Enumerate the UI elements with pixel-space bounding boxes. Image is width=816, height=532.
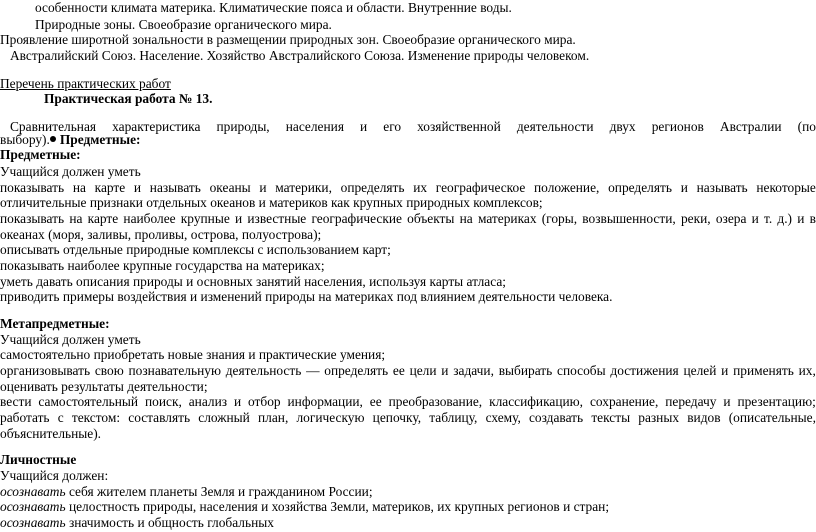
italic-text: осознавать [0,499,66,515]
word: д.) [777,211,793,226]
line-text: самостоятельно приобретать новые знания и практические умения; [0,347,386,363]
word: достижения [610,363,679,378]
line-text: показывать наиболее крупные государства на материках; [0,258,325,273]
italic-text: осознавать [0,483,66,499]
text-line [0,227,816,243]
text-line [0,515,816,531]
word: карте [87,211,119,226]
text-line [0,17,816,33]
word: в [809,211,816,226]
word: реки, [680,211,711,226]
word: составлять [128,410,191,425]
word: классификацию, [489,394,584,410]
word: географические [311,211,402,226]
word: некоторые [756,179,816,195]
word: деятельности [516,118,594,134]
word: и [441,363,449,378]
word: способы [557,363,606,378]
word: крупные [180,211,230,226]
word: и [751,211,759,226]
word: показывать [0,179,65,195]
word: возвышенности, [582,211,676,226]
text-line [0,242,816,258]
word: известные [247,211,307,226]
line-text: себя жителем планеты Земля и гражданином России; [68,483,373,499]
word: и [235,211,243,226]
word: анализ [188,394,228,410]
word: и [360,118,368,134]
line-text: выбору). [0,131,50,147]
word: и [133,179,142,195]
word: географическое [435,179,526,195]
heading-text: Личностные [0,452,77,468]
word: их [413,179,428,195]
text-line [0,332,816,348]
word: применять [733,363,794,378]
word: показывать [0,211,65,226]
word: передачу [665,394,717,410]
word: озера [715,211,747,226]
word: называть [696,179,748,195]
word: таблицу, [429,410,478,425]
text-line [0,274,816,290]
word: выбирать [498,363,553,378]
word: наиболее [123,211,176,226]
word: океаны [209,179,251,195]
text-line [0,48,816,64]
justified-line [0,394,816,410]
section-heading [0,147,816,163]
word: работать [0,410,50,425]
word: деятельность [225,363,302,378]
line-text: особенности климата материка. Климатические пояса и области. Внутренние воды. [35,0,512,15]
heading-text: Перечень практических работ [0,75,171,91]
line-text: отличительные признаки отдельных океанов и материков как крупных природных комплексов; [0,195,543,211]
word: и [797,211,805,226]
justified-line [0,180,816,196]
text-line [0,0,816,16]
word: сложный [198,410,250,425]
word: и [680,179,688,195]
line-text: Учащийся должен уметь [0,164,141,179]
bullet-icon [50,136,56,142]
word: (по [797,118,816,134]
text-line [0,468,816,484]
line-text: океанах (моря, заливы, проливы, острова, полуострова); [0,226,322,242]
word: двух [609,118,636,134]
bold-text: Предметные: [59,131,141,147]
word: и [723,394,731,410]
word: и [233,394,242,410]
line-text: объяснительные). [0,425,102,441]
word: с [57,410,64,425]
justified-line [0,410,816,426]
word: презентацию; [737,394,816,410]
word: населения [285,118,344,134]
word: называть [149,179,201,195]
italic-text: осознавать [0,515,66,530]
justified-line [0,211,816,227]
word: видов [687,410,721,425]
section-heading [0,316,816,332]
word: логическую [296,410,365,425]
word: сохранение, [589,394,659,410]
word: их, [798,363,816,378]
word: и [721,363,729,378]
word: — [306,363,320,378]
word: целей [683,363,717,378]
word: и [259,179,267,195]
word: цели [409,363,437,378]
word: информации, [287,394,363,410]
word: создавать [528,410,584,425]
title-text: Практическая работа № 13. [44,91,213,107]
line-text: значимость и общность глобальных [68,515,274,530]
line-text: Природные зоны. Своеобразие органического мира. [35,16,332,32]
word: материках [477,211,537,226]
word: (описательные, [728,410,816,425]
line-text: Учащийся должен: [0,468,109,483]
text-line [0,32,816,48]
word: Австралии [719,118,782,134]
text-line [0,289,816,305]
word: преобразование, [388,394,483,410]
word: отбор [248,394,281,410]
practical-works-heading [0,76,816,92]
word: определять [608,179,672,195]
word: познавательную [128,363,221,378]
word: природы, [216,118,270,134]
word: на [72,179,86,195]
text-line [0,258,816,274]
word: вести [0,394,32,410]
word: свою [94,363,124,378]
word: его [383,118,402,134]
line-text: целостность природы, населения и хозяйства Земли, материков, их крупных регионов и стран; [68,499,610,515]
heading-text: Предметные: [0,147,81,163]
practical-work-title [0,91,816,107]
word: тексты [591,410,631,425]
text-line [0,484,816,500]
line-text: Учащийся должен уметь [0,331,141,347]
word: самостоятельный [38,394,139,410]
word: определять [340,179,405,195]
word: определять [324,363,389,378]
text-line [0,347,816,363]
line-text: Австралийский Союз. Население. Хозяйство Австралийского Союза. Изменение природы человеком. [10,47,590,63]
word: хозяйственной [417,118,501,134]
word: разных [638,410,680,425]
word: материки, [275,179,332,195]
word: схему, [485,410,521,425]
word: Сравнительная [10,118,97,134]
word: характеристика [112,118,201,134]
word: организовывать [0,363,91,378]
text-line [0,426,816,442]
text-line [0,132,816,148]
word: положение, [534,179,600,195]
text-line [0,379,816,395]
word: (горы, [541,211,578,226]
text-line [0,164,816,180]
line-text: уметь давать описания природы и основных занятий населения, используя карты атласа; [0,273,507,289]
text-line [0,195,816,211]
word: объекты [407,211,455,226]
heading-text: Метапредметные: [0,316,110,331]
word: регионов [651,118,704,134]
word: текстом: [71,410,121,425]
section-heading [0,452,816,468]
word: задачи, [453,363,494,378]
text-line [0,499,816,515]
word: план, [258,410,289,425]
line-text: Проявление широтной зональности в размещении природных зон. Своеобразие органического мира. [0,32,576,48]
word: т. [763,211,773,226]
word: на [459,211,473,226]
justified-line [0,363,816,379]
line-text: приводить примеры воздействия и изменений природы на материках под влиянием деятельности человека. [0,289,613,305]
word: ее [392,363,405,378]
line-text: описывать отдельные природные комплексы с использованием карт; [0,242,391,258]
line-text: оценивать результаты деятельности; [0,378,208,394]
word: карте [94,179,126,195]
word: цепочку, [372,410,422,425]
word: поиск, [144,394,182,410]
word: ее [369,394,382,410]
word: на [69,211,83,226]
